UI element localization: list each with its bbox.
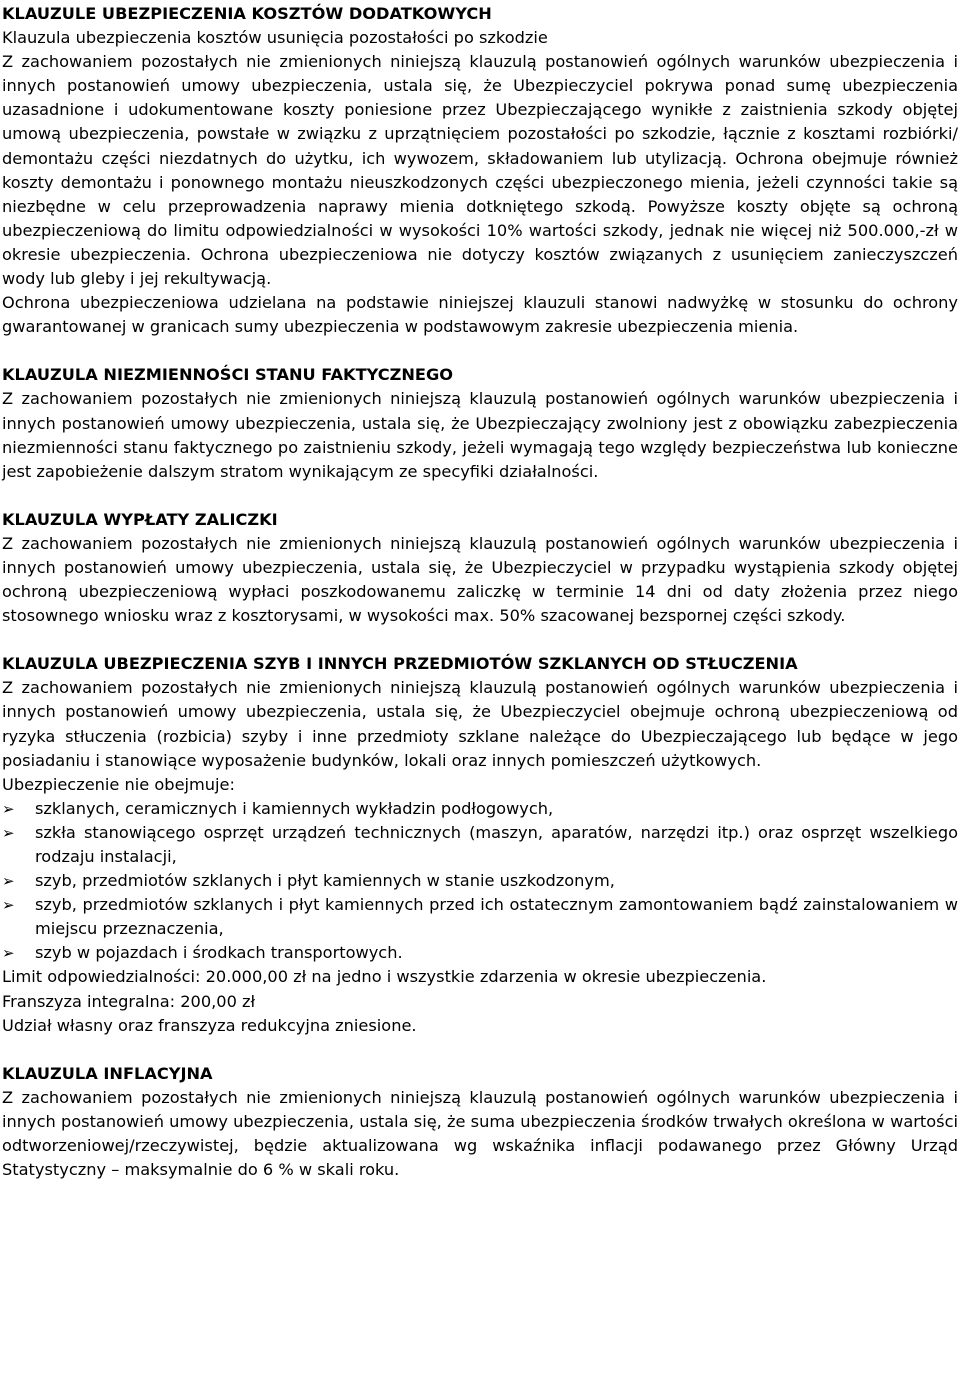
limit-line: Limit odpowiedzialności: 20.000,00 zł na jedno i wszystkie zdarzenia w okresie ubezpieczenia. — [2, 967, 767, 987]
list-item-text: szklanych, ceramicznych i kamiennych wykładzin podłogowych, — [35, 798, 554, 818]
clause-paragraph: Z zachowaniem pozostałych nie zmienionych niniejszą klauzulą postanowień ogólnych warunków ubezpieczenia i innych postanowień umowy ubezpieczenia, ustala się, że Ubezpieczający zwolniony jest z obowiązku zabezpieczenia niezmienności stanu faktycznego po zaistnieniu szkody, jeżeli wymagają tego względy bezpieczeństwa lub konieczne jest zapobieżenie dalszym stratom wynikającym ze specyfiki działalności. — [2, 389, 958, 481]
clause-paragraph: Ochrona ubezpieczeniowa udzielana na podstawie niniejszej klauzuli stanowi nadwyżkę w stosunku do ochrony gwarantowanej w granicach sumy ubezpieczenia w podstawowym zakresie ubezpieczenia mienia. — [2, 293, 958, 337]
list-item — [2, 821, 958, 869]
arrowhead-bullet-icon: ➢ — [2, 896, 15, 915]
list-item — [2, 941, 958, 965]
section-heading: KLAUZULE UBEZPIECZENIA KOSZTÓW DODATKOWYCH — [2, 4, 492, 23]
clause-paragraph: Z zachowaniem pozostałych nie zmienionych niniejszą klauzulą postanowień ogólnych warunków ubezpieczenia i innych postanowień umowy ubezpieczenia, ustala się, że Ubezpieczyciel pokrywa ponad sumę ubezpieczenia uzasadnione i udokumentowane koszty poniesione przez Ubezpieczającego wynikłe z zaistnienia szkody objętej umową ubezpieczenia, powstałe w związku z uprzątnięciem pozostałości po szkodzie, łącznie z kosztami rozbiórki/ demontażu części niezdatnych do użytku, ich wywozem, składowaniem lub utylizacją. Ochrona obejmuje również koszty demontażu i ponownego montażu nieuszkodzonych części ubezpieczonego mienia, jeżeli czynności takie są niezbędne w celu przeprowadzenia naprawy mienia dotkniętego szkodą. Powyższe koszty objęte są ochroną ubezpieczeniową do limitu odpowiedzialności w wysokości 10% wartości szkody, jednak nie więcej niż 500.000,-zł w okresie ubezpieczenia. Ochrona ubezpieczeniowa nie dotyczy kosztów związanych z usunięciem zanieczyszczeń wody lub gleby i jej rekultywacją. — [2, 52, 958, 289]
exclusions-intro: Ubezpieczenie nie obejmuje: — [2, 774, 235, 794]
arrowhead-bullet-icon: ➢ — [2, 872, 15, 891]
section-heading: KLAUZULA NIEZMIENNOŚCI STANU FAKTYCZNEGO — [2, 365, 454, 385]
section-niezmiennosc — [2, 363, 958, 483]
section-heading: KLAUZULA WYPŁATY ZALICZKI — [2, 509, 278, 529]
franchise-line: Franszyza integralna: 200,00 zł — [2, 991, 256, 1011]
section-zaliczka — [2, 508, 958, 628]
list-item — [2, 893, 958, 941]
arrowhead-bullet-icon: ➢ — [2, 944, 15, 963]
section-koszty-dodatkowe — [2, 2, 958, 339]
section-szyby — [2, 652, 958, 1038]
clause-paragraph: Z zachowaniem pozostałych nie zmienionych niniejszą klauzulą postanowień ogólnych warunków ubezpieczenia i innych postanowień umowy ubezpieczenia, ustala się, że Ubezpieczyciel w przypadku wystąpienia szkody objętej ochroną ubezpieczeniową wypłaci poszkodowanemu zaliczkę w terminie 14 dni od daty złożenia przez niego stosownego wniosku wraz z kosztorysami, w wysokości max. 50% szacowanej bezspornej części szkody. — [2, 533, 958, 626]
list-item — [2, 869, 958, 893]
section-heading: KLAUZULA UBEZPIECZENIA SZYB I INNYCH PRZEDMIOTÓW SZKLANYCH OD STŁUCZENIA — [2, 654, 798, 674]
deductible-line: Udział własny oraz franszyza redukcyjna zniesione. — [2, 1015, 417, 1035]
arrowhead-bullet-icon: ➢ — [2, 823, 15, 842]
list-item — [2, 797, 958, 821]
list-item-text: szkła stanowiącego osprzęt urządzeń technicznych (maszyn, aparatów, narzędzi itp.) oraz osprzęt wszelkiego rodzaju instalacji, — [35, 822, 958, 866]
list-item-text: szyb, przedmiotów szklanych i płyt kamiennych przed ich ostatecznym zamontowaniem bądź zainstalowaniem w miejscu przeznaczenia, — [35, 895, 958, 939]
arrowhead-bullet-icon: ➢ — [2, 799, 15, 818]
clause-paragraph: Z zachowaniem pozostałych nie zmienionych niniejszą klauzulą postanowień ogólnych warunków ubezpieczenia i innych postanowień umowy ubezpieczenia, ustala się, że suma ubezpieczenia środków trwałych określona w wartości odtworzeniowej/rzeczywistej, będzie aktualizowana wg wskaźnika inflacji podawanego przez Główny Urząd Statystyczny – maksymalnie do 6 % w skali roku. — [2, 1087, 958, 1180]
exclusions-list — [2, 797, 958, 966]
list-item-text: szyb w pojazdach i środkach transportowych. — [35, 943, 403, 963]
section-heading: KLAUZULA INFLACYJNA — [2, 1063, 213, 1083]
clause-subtitle: Klauzula ubezpieczenia kosztów usunięcia pozostałości po szkodzie — [2, 28, 548, 48]
clause-paragraph: Z zachowaniem pozostałych nie zmienionych niniejszą klauzulą postanowień ogólnych warunków ubezpieczenia i innych postanowień umowy ubezpieczenia, ustala się, że Ubezpieczyciel obejmuje ochroną ubezpieczeniową od ryzyka stłuczenia (rozbicia) szyby i inne przedmioty szklane należące do Ubezpieczającego lub będące w jego posiadaniu i stanowiące wyposażenie budynków, lokali oraz innych pomieszczeń użytkowych. — [2, 678, 958, 770]
list-item-text: szyb, przedmiotów szklanych i płyt kamiennych w stanie uszkodzonym, — [35, 871, 615, 891]
section-inflacyjna — [2, 1062, 958, 1182]
